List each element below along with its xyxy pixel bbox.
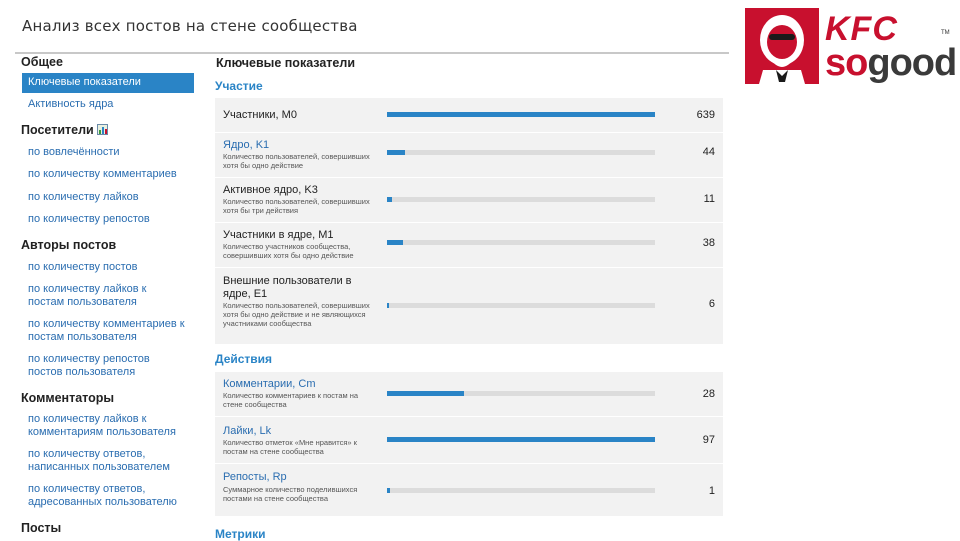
sidebar-section-general: Общее — [21, 55, 63, 69]
sidebar-item-by-post-likes[interactable]: по количеству лайков к постам пользователя — [28, 283, 147, 308]
chart-icon — [97, 124, 108, 135]
sidebar-item-by-post-reposts[interactable]: по количеству репостов постов пользователя — [28, 353, 150, 378]
sidebar-section-visitors: Посетители — [21, 123, 108, 137]
metric-row-rp: Репосты, Rp Суммарное количество поделившихся постами на стене сообщества 1 — [215, 464, 723, 517]
sidebar-item-by-engagement[interactable]: по вовлечённости — [28, 146, 120, 158]
sidebar-section-authors: Авторы постов — [21, 238, 117, 252]
sidebar-item-by-post-comments[interactable]: по количеству комментариев к постам пользователя — [28, 318, 185, 343]
metric-row-k3: Активное ядро, K3 Количество пользователей, совершивших хотя бы три действия 11 — [215, 178, 723, 223]
metric-bar — [387, 197, 655, 202]
sidebar-item-by-likes[interactable]: по количеству лайков — [28, 191, 139, 203]
group-participation-title: Участие — [215, 79, 263, 93]
sogood-wordmark: sogood — [825, 42, 957, 84]
sidebar-item-by-replies-received[interactable]: по количеству ответов, адресованных пользователю — [28, 483, 177, 508]
sidebar-item-by-posts[interactable]: по количеству постов — [28, 261, 138, 273]
metric-bar — [387, 437, 655, 442]
metric-bar — [387, 150, 655, 155]
metric-bar — [387, 240, 655, 245]
metric-bar — [387, 391, 655, 396]
metric-row-m1: Участники в ядре, M1 Количество участников сообщества, совершивших хотя бы одно действие 38 — [215, 223, 723, 268]
group-metrics-title: Метрики — [215, 527, 266, 541]
kfc-wordmark: KFC — [825, 10, 898, 48]
sidebar-item-by-reposts[interactable]: по количеству репостов — [28, 213, 150, 225]
sidebar-section-posts: Посты — [21, 521, 62, 535]
sidebar-item-core-activity[interactable]: Активность ядра — [28, 98, 114, 110]
metric-row-lk: Лайки, Lk Количество отметок «Мне нравится» к постам на стене сообщества 97 — [215, 417, 723, 464]
kfc-logo — [745, 8, 955, 88]
trademark: TM — [941, 30, 950, 36]
sidebar-item-by-comment-likes[interactable]: по количеству лайков к комментариям пользователя — [28, 413, 176, 438]
top-divider — [15, 52, 729, 54]
sidebar-item-by-comments[interactable]: по количеству комментариев — [28, 168, 177, 180]
page-title: Ключевые показатели — [216, 56, 356, 70]
sidebar-item-key-indicators[interactable]: Ключевые показатели — [22, 73, 194, 93]
metric-row-m0: Участники, M0 639 — [215, 98, 723, 133]
metric-bar — [387, 112, 655, 117]
slide-title: Анализ всех постов на стене сообщества — [22, 17, 358, 35]
metric-bar — [387, 488, 655, 493]
metric-row-cm: Комментарии, Cm Количество комментариев к постам на стене сообщества 28 — [215, 372, 723, 417]
group-actions-title: Действия — [215, 352, 273, 366]
metric-row-e1: Внешние пользователи в ядре, E1 Количество пользователей, совершивших хотя бы одно действие и не являющихся участниками сообщества 6 — [215, 268, 723, 345]
metric-bar — [387, 303, 655, 308]
colonel-icon — [745, 8, 819, 84]
metric-row-k1: Ядро, K1 Количество пользователей, совершивших хотя бы одно действие 44 — [215, 133, 723, 178]
sidebar-item-by-replies-written[interactable]: по количеству ответов, написанных пользователем — [28, 448, 170, 473]
sidebar-section-commenters: Комментаторы — [21, 391, 115, 405]
